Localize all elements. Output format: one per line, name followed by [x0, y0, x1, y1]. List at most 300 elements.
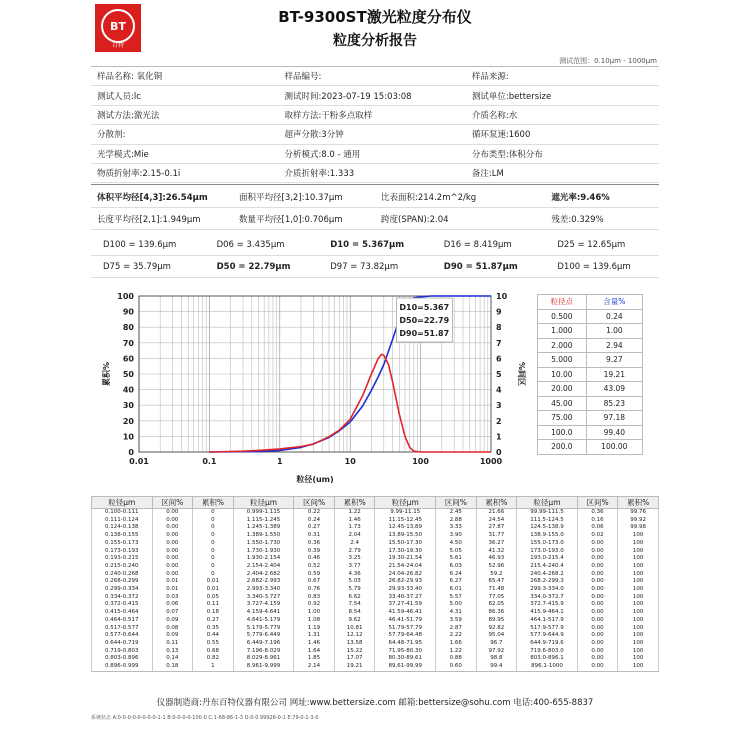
data-cell: 1	[193, 663, 234, 671]
data-cell: 0.59	[294, 571, 335, 579]
y-tick-left: 70	[122, 338, 134, 348]
data-cell: 0.138-0.155	[92, 532, 153, 540]
data-cell: 0	[193, 532, 234, 540]
data-cell: 0.52	[294, 563, 335, 571]
data-cell: 0.27	[193, 617, 234, 625]
data-cell: 1.245-1.389	[233, 524, 294, 532]
data-cell: 0.16	[577, 517, 618, 525]
data-cell: 0.00	[577, 617, 618, 625]
point-row	[538, 367, 643, 382]
data-cell: 1.73	[334, 524, 375, 532]
point-cell: 9.27	[586, 353, 642, 368]
data-cell: 0.999-1.115	[233, 509, 294, 517]
point-cell: 85.23	[586, 396, 642, 411]
data-row	[92, 532, 659, 540]
x-axis-label: 粒径(um)	[296, 475, 334, 484]
data-row	[92, 601, 659, 609]
data-cell: 100	[618, 617, 659, 625]
data-cell: 11.15-12.45	[375, 517, 436, 525]
info-cell: 测试单位:bettersize	[471, 91, 552, 102]
data-cell: 0.11	[193, 601, 234, 609]
info-cell: 取样方法:干粉多点取样	[284, 110, 373, 121]
data-cell: 15.50-17.30	[375, 540, 436, 548]
info-cell: 物质折射率:2.15-0.1i	[97, 169, 181, 180]
data-cell: 89.61-99.99	[375, 663, 436, 671]
data-cell: 138.9-155.0	[517, 532, 578, 540]
stats-row	[91, 186, 659, 208]
data-cell: 0	[193, 571, 234, 579]
point-cell: 97.18	[586, 411, 642, 426]
data-row	[92, 571, 659, 579]
y-tick-right: 2	[496, 416, 502, 426]
data-cell: 0.100-0.111	[92, 509, 153, 517]
data-cell: 0.67	[294, 578, 335, 586]
data-cell: 2.87	[435, 625, 476, 633]
data-cell: 124.5-138.9	[517, 524, 578, 532]
data-cell: 0.76	[294, 586, 335, 594]
info-row	[91, 106, 659, 125]
data-cell: 100	[618, 663, 659, 671]
data-cell: 2.993-3.340	[233, 586, 294, 594]
data-cell: 1.930-2.154	[233, 555, 294, 563]
data-cell: 97.92	[476, 648, 517, 656]
annotation-text: D50=22.79	[399, 316, 450, 325]
data-cell: 299.3-334.0	[517, 586, 578, 594]
data-cell: 31.77	[476, 532, 517, 540]
data-cell: 0.05	[193, 594, 234, 602]
data-cell: 719.6-803.0	[517, 648, 578, 656]
data-cell: 5.779-6.449	[233, 632, 294, 640]
data-row	[92, 578, 659, 586]
logo-bottom-text: 百特	[111, 42, 124, 49]
data-cell: 1.550-1.730	[233, 540, 294, 548]
y-axis-label-right: %间区	[517, 361, 526, 387]
data-cell: 24.04-26.82	[375, 571, 436, 579]
stat-cell: 长度平均径[2,1]:1.949μm	[97, 214, 201, 225]
stat-cell: 体积平均径[4,3]:26.54μm	[97, 192, 208, 203]
data-cell: 0.00	[577, 578, 618, 586]
data-cell: 36.27	[476, 540, 517, 548]
data-row	[92, 594, 659, 602]
data-header: 粒径μm	[517, 497, 578, 509]
data-cell: 9.99-11.15	[375, 509, 436, 517]
data-cell: 173.0-193.0	[517, 548, 578, 556]
data-cell: 2.79	[334, 548, 375, 556]
data-cell: 6.24	[435, 571, 476, 579]
data-cell: 8.029-8.961	[233, 655, 294, 663]
point-cell: 100.00	[586, 440, 642, 455]
data-cell: 0.01	[152, 586, 193, 594]
x-tick: 0.1	[202, 457, 217, 466]
data-row	[92, 648, 659, 656]
data-cell: 803.0-896.1	[517, 655, 578, 663]
data-cell: 0.803-0.896	[92, 655, 153, 663]
data-cell: 0.46	[294, 555, 335, 563]
data-cell: 12.45-13.89	[375, 524, 436, 532]
x-tick: 10	[344, 457, 356, 466]
data-cell: 0.00	[577, 655, 618, 663]
data-cell: 1.389-1.550	[233, 532, 294, 540]
point-cell: 45.00	[538, 396, 587, 411]
y-tick-left: 90	[122, 307, 134, 317]
data-cell: 0.06	[152, 601, 193, 609]
data-cell: 24.54	[476, 517, 517, 525]
data-cell: 3.25	[334, 555, 375, 563]
data-cell: 65.47	[476, 578, 517, 586]
data-cell: 0.719-0.803	[92, 648, 153, 656]
stat-cell: 跨度(SPAN):2.04	[381, 214, 449, 225]
data-header: 累积%	[618, 497, 659, 509]
data-cell: 0.173-0.193	[92, 548, 153, 556]
distribution-data-table	[91, 496, 659, 672]
data-cell: 2.682-2.993	[233, 578, 294, 586]
data-header: 粒径μm	[375, 497, 436, 509]
data-cell: 0.02	[577, 532, 618, 540]
data-cell: 0	[193, 555, 234, 563]
data-cell: 0.07	[152, 609, 193, 617]
data-cell: 29.93-33.40	[375, 586, 436, 594]
y-tick-left: 100	[117, 292, 134, 301]
data-cell: 19.21	[334, 663, 375, 671]
data-cell: 51.79-57.79	[375, 625, 436, 633]
data-cell: 0.00	[577, 609, 618, 617]
data-cell: 33.40-37.27	[375, 594, 436, 602]
data-cell: 6.01	[435, 586, 476, 594]
data-cell: 92.82	[476, 625, 517, 633]
data-cell: 2.404-2.682	[233, 571, 294, 579]
data-header: 区间%	[435, 497, 476, 509]
info-row	[91, 164, 659, 183]
point-header-row	[538, 295, 643, 310]
data-cell: 0.60	[435, 663, 476, 671]
data-cell: 100	[618, 609, 659, 617]
data-cell: 0.44	[193, 632, 234, 640]
x-tick: 100	[412, 457, 429, 466]
data-cell: 0.00	[152, 509, 193, 517]
info-cell: 光学模式:Mie	[97, 149, 149, 160]
x-tick: 1000	[479, 457, 503, 466]
y-tick-left: 60	[122, 354, 134, 364]
data-cell: 4.50	[435, 540, 476, 548]
y-tick-right: 0	[496, 448, 502, 457]
data-cell: 0.111-0.124	[92, 517, 153, 525]
data-cell: 5.57	[435, 594, 476, 602]
data-cell: 0.39	[294, 548, 335, 556]
y-tick-left: 20	[122, 416, 134, 426]
data-row	[92, 524, 659, 532]
data-cell: 0.92	[294, 601, 335, 609]
data-cell: 6.27	[435, 578, 476, 586]
data-cell: 155.0-173.0	[517, 540, 578, 548]
data-cell: 0.644-0.719	[92, 640, 153, 648]
data-cell: 2.45	[435, 509, 476, 517]
stats-row	[91, 208, 659, 230]
d-value: D90 = 51.87μm	[443, 261, 518, 272]
report-page	[85, 0, 665, 750]
data-cell: 0.00	[577, 555, 618, 563]
data-cell: 0.00	[577, 601, 618, 609]
point-row	[538, 309, 643, 324]
data-cell: 1.46	[334, 517, 375, 525]
x-tick: 1	[277, 457, 283, 466]
info-cell: 样品编号:	[284, 72, 322, 83]
data-cell: 240.4-268.2	[517, 571, 578, 579]
stat-cell: 比表面积:214.2m^2/kg	[381, 192, 477, 203]
data-cell: 99.99-111.5	[517, 509, 578, 517]
data-cell: 2.88	[435, 517, 476, 525]
point-cell: 20.00	[538, 382, 587, 397]
data-cell: 41.32	[476, 548, 517, 556]
data-cell: 13.89-15.50	[375, 532, 436, 540]
data-cell: 100	[618, 586, 659, 594]
data-cell: 0.24	[294, 517, 335, 525]
data-cell: 0.00	[577, 594, 618, 602]
data-row	[92, 548, 659, 556]
data-cell: 4.641-5.179	[233, 617, 294, 625]
data-cell: 0.00	[577, 648, 618, 656]
data-cell: 0.83	[294, 594, 335, 602]
data-cell: 86.36	[476, 609, 517, 617]
data-cell: 64.48-71.95	[375, 640, 436, 648]
info-cell: 备注:LM	[471, 169, 504, 180]
data-cell: 0.334-0.372	[92, 594, 153, 602]
data-cell: 0.00	[152, 563, 193, 571]
stats-table	[91, 186, 659, 230]
data-cell: 0.11	[152, 640, 193, 648]
y-tick-right: 10	[496, 292, 508, 301]
data-cell: 0	[193, 517, 234, 525]
point-cell: 19.21	[586, 367, 642, 382]
d-value: D100 = 139.6μm	[103, 239, 177, 250]
data-cell: 0.13	[152, 648, 193, 656]
data-cell: 0.268-0.299	[92, 578, 153, 586]
data-cell: 100	[618, 540, 659, 548]
data-cell: 46.41-51.79	[375, 617, 436, 625]
data-cell: 0.36	[577, 509, 618, 517]
point-cell: 5.000	[538, 353, 587, 368]
info-cell: 样品来源:	[471, 72, 509, 83]
data-row	[92, 655, 659, 663]
data-cell: 13.58	[334, 640, 375, 648]
d-value: D10 = 5.367μm	[330, 239, 405, 250]
stat-cell: 数量平均径[1,0]:0.706μm	[239, 214, 343, 225]
data-cell: 3.33	[435, 524, 476, 532]
point-cell: 100.0	[538, 425, 587, 440]
data-cell: 4.31	[435, 609, 476, 617]
data-row	[92, 563, 659, 571]
data-cell: 0.01	[193, 586, 234, 594]
data-cell: 100	[618, 648, 659, 656]
data-cell: 3.90	[435, 532, 476, 540]
data-cell: 71.48	[476, 586, 517, 594]
data-cell: 0.00	[577, 563, 618, 571]
data-cell: 0.03	[152, 594, 193, 602]
data-cell: 0.18	[152, 663, 193, 671]
info-cell: 样品名称: 氧化铜	[97, 72, 163, 83]
point-cell: 2.000	[538, 338, 587, 353]
y-tick-right: 8	[496, 323, 502, 333]
data-cell: 99.98	[618, 524, 659, 532]
data-cell: 1.00	[294, 609, 335, 617]
point-cell: 1.000	[538, 324, 587, 339]
data-cell: 0.215-0.240	[92, 563, 153, 571]
data-cell: 21.66	[476, 509, 517, 517]
point-cell: 43.09	[586, 382, 642, 397]
data-cell: 0.09	[152, 632, 193, 640]
point-table	[537, 294, 643, 455]
data-cell: 0.517-0.577	[92, 625, 153, 633]
x-tick: 0.01	[129, 457, 149, 466]
data-cell: 0	[193, 548, 234, 556]
data-cell: 5.03	[334, 578, 375, 586]
data-cell: 215.4-240.4	[517, 563, 578, 571]
data-cell: 415.9-464.1	[517, 609, 578, 617]
data-cell: 372.7-415.9	[517, 601, 578, 609]
data-cell: 0.577-0.644	[92, 632, 153, 640]
stat-cell: 面积平均径[3,2]:10.37μm	[239, 192, 343, 203]
data-cell: 6.449-7.196	[233, 640, 294, 648]
data-cell: 0.27	[294, 524, 335, 532]
point-cell: 75.00	[538, 411, 587, 426]
data-cell: 0	[193, 509, 234, 517]
data-cell: 0.09	[152, 617, 193, 625]
data-cell: 0	[193, 524, 234, 532]
data-cell: 59.2	[476, 571, 517, 579]
data-cell: 517.9-577.9	[517, 625, 578, 633]
d-value: D06 = 3.435μm	[216, 239, 285, 250]
data-row	[92, 609, 659, 617]
data-cell: 0.18	[193, 609, 234, 617]
manufacturer-footer: 仪器制造商:丹东百特仪器有限公司 网址:www.bettersize.com 邮箱:bettersize@sohu.com 电话:400-655-8837	[156, 698, 594, 708]
y-tick-right: 3	[496, 401, 502, 411]
data-cell: 3.59	[435, 617, 476, 625]
data-cell: 6.62	[334, 594, 375, 602]
data-cell: 5.61	[435, 555, 476, 563]
data-cell: 0.31	[294, 532, 335, 540]
data-cell: 0.00	[152, 571, 193, 579]
data-cell: 100	[618, 571, 659, 579]
data-cell: 0.68	[193, 648, 234, 656]
data-header: 区间%	[577, 497, 618, 509]
data-cell: 26.82-29.93	[375, 578, 436, 586]
point-row	[538, 396, 643, 411]
data-header: 累积%	[193, 497, 234, 509]
data-cell: 15.22	[334, 648, 375, 656]
point-row	[538, 338, 643, 353]
data-cell: 0.22	[294, 509, 335, 517]
annotation-text: D90=51.87	[399, 329, 450, 338]
data-cell: 0.415-0.464	[92, 609, 153, 617]
data-cell: 0.00	[577, 571, 618, 579]
data-cell: 0.00	[577, 640, 618, 648]
data-row	[92, 625, 659, 633]
system-status-codes: 系统状态 A:0-0-0-0-0-0-0-0-1-1 B:0-0-0-0-100-0 C:1-68-86-1-3 D:0-0.99926-0-1 E:79-0-1-3-0	[91, 715, 319, 721]
data-cell: 0.00	[152, 517, 193, 525]
data-cell: 100	[618, 601, 659, 609]
data-cell: 100	[618, 632, 659, 640]
data-cell: 0.82	[193, 655, 234, 663]
data-cell: 7.54	[334, 601, 375, 609]
data-cell: 4.159-4.641	[233, 609, 294, 617]
y-tick-left: 50	[122, 370, 134, 379]
y-axis-label-left: 累积%	[102, 361, 111, 387]
data-row	[92, 640, 659, 648]
info-row	[91, 125, 659, 144]
info-cell: 测试人员:lc	[97, 91, 141, 102]
data-cell: 2.14	[294, 663, 335, 671]
data-cell: 2.154-2.404	[233, 563, 294, 571]
data-cell: 0.01	[193, 578, 234, 586]
data-header: 粒径μm	[233, 497, 294, 509]
data-cell: 100	[618, 594, 659, 602]
data-row	[92, 663, 659, 671]
d-row	[91, 234, 659, 256]
d-value: D50 = 22.79μm	[216, 261, 291, 272]
data-cell: 100	[618, 625, 659, 633]
data-cell: 100	[618, 655, 659, 663]
info-row	[91, 145, 659, 164]
data-cell: 1.22	[435, 648, 476, 656]
test-range: 测试范围：0.10μm - 1000μm	[559, 57, 657, 65]
point-row	[538, 382, 643, 397]
data-cell: 0.35	[193, 625, 234, 633]
data-cell: 268.2-299.3	[517, 578, 578, 586]
info-row	[91, 86, 659, 105]
annotation-text: D10=5.367	[399, 303, 450, 312]
data-cell: 7.196-8.029	[233, 648, 294, 656]
data-header: 累积%	[334, 497, 375, 509]
data-cell: 1.46	[294, 640, 335, 648]
data-cell: 8.54	[334, 609, 375, 617]
data-cell: 0.240-0.268	[92, 571, 153, 579]
data-row	[92, 586, 659, 594]
y-tick-right: 5	[496, 370, 502, 379]
data-cell: 12.12	[334, 632, 375, 640]
data-cell: 577.9-644.9	[517, 632, 578, 640]
data-cell: 0.01	[152, 578, 193, 586]
point-cell: 200.0	[538, 440, 587, 455]
data-cell: 46.93	[476, 555, 517, 563]
data-cell: 1.31	[294, 632, 335, 640]
y-tick-left: 30	[122, 401, 134, 411]
info-cell: 测试时间:2023-07-19 15:03:08	[284, 91, 412, 102]
point-row	[538, 353, 643, 368]
data-cell: 0.55	[193, 640, 234, 648]
data-cell: 1.115-1.245	[233, 517, 294, 525]
data-cell: 5.00	[435, 601, 476, 609]
data-cell: 0.00	[577, 586, 618, 594]
data-cell: 644.9-719.6	[517, 640, 578, 648]
data-cell: 99.92	[618, 517, 659, 525]
data-cell: 0.14	[152, 655, 193, 663]
data-cell: 0	[193, 540, 234, 548]
data-cell: 100	[618, 640, 659, 648]
report-subtitle: 粒度分析报告	[333, 33, 417, 49]
d-value: D75 = 35.79μm	[103, 261, 171, 272]
info-cell: 超声分散:3分钟	[284, 130, 344, 141]
data-cell: 3.727-4.159	[233, 601, 294, 609]
data-cell: 0.00	[577, 663, 618, 671]
data-cell: 0.36	[294, 540, 335, 548]
data-row	[92, 555, 659, 563]
data-cell: 52.96	[476, 563, 517, 571]
point-cell: 0.24	[586, 309, 642, 324]
data-cell: 100	[618, 555, 659, 563]
y-tick-left: 80	[122, 323, 134, 333]
data-cell: 5.79	[334, 586, 375, 594]
y-tick-left: 10	[122, 432, 134, 442]
sample-info-table	[91, 67, 659, 183]
